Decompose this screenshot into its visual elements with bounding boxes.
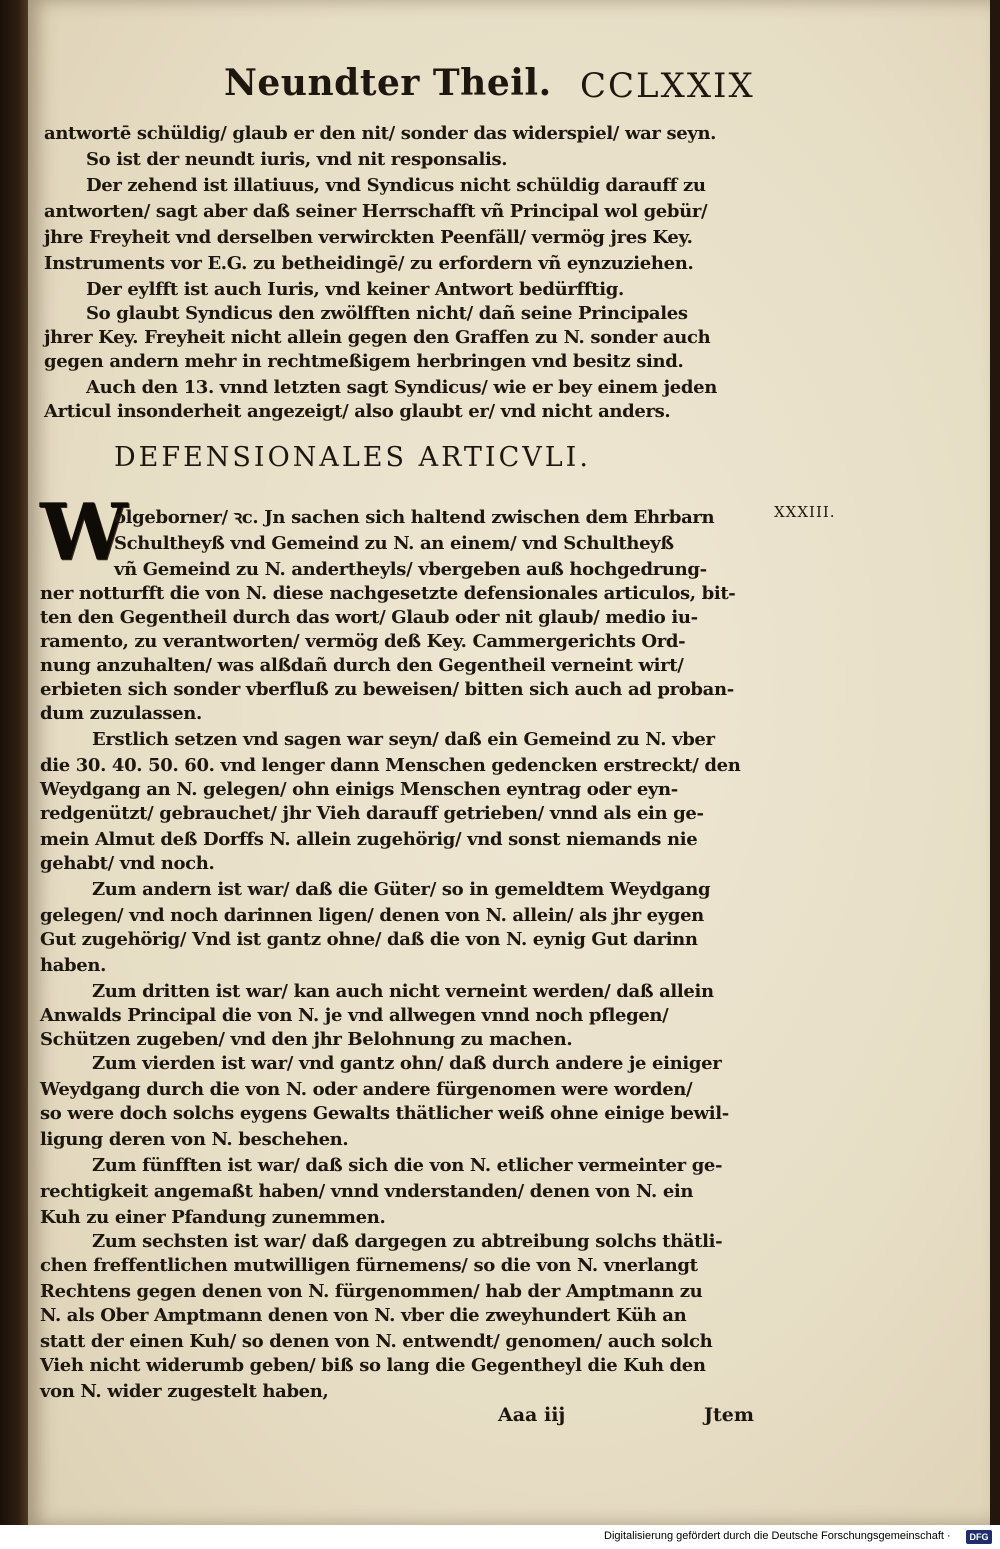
text-line: Schultheyß vnd Gemeind zu N. an einem/ vnd Schultheyß bbox=[114, 533, 674, 554]
text-line: ligung deren von N. beschehen. bbox=[40, 1129, 349, 1150]
signature-mark: Aaa iij bbox=[498, 1404, 566, 1426]
text-line: gelegen/ vnd noch darinnen ligen/ denen von N. allein/ als jhr eygen bbox=[40, 905, 704, 926]
text-line: olgeborner/ ꝛc. Jn sachen sich haltend zwischen dem Ehrbarn bbox=[114, 507, 715, 528]
text-line: Der eylfft ist auch Iuris, vnd keiner Antwort bedürfftig. bbox=[86, 279, 624, 300]
margin-note: XXXIII. bbox=[774, 503, 836, 521]
text-line: Weydgang durch die von N. oder andere fürgenomen were worden/ bbox=[40, 1079, 693, 1100]
drop-initial: W bbox=[40, 487, 128, 578]
running-head-title: Neundter Theil. bbox=[224, 62, 552, 104]
folio-number: CCLXXIX bbox=[580, 66, 755, 106]
text-line: ramento, zu verantworten/ vermög deß Key. Cammergerichts Ord- bbox=[40, 631, 686, 652]
right-page-edge bbox=[990, 0, 1000, 1525]
text-line: statt der einen Kuh/ so denen von N. entwendt/ genomen/ auch solch bbox=[40, 1331, 713, 1352]
text-line: chen freffentlichen mutwilligen fürnemens/ so die von N. vnerlangt bbox=[40, 1255, 698, 1276]
text-line: gehabt/ vnd noch. bbox=[40, 853, 215, 874]
text-line: Schützen zugeben/ vnd den jhr Belohnung zu machen. bbox=[40, 1029, 573, 1050]
text-line: Zum sechsten ist war/ daß dargegen zu abtreibung solchs thätli- bbox=[92, 1231, 723, 1252]
text-line: haben. bbox=[40, 955, 107, 976]
text-line: mein Almut deß Dorffs N. allein zugehörig/ vnd sonst niemands nie bbox=[40, 829, 698, 850]
text-line: Weydgang an N. gelegen/ ohn einigs Menschen eyntrag oder eyn- bbox=[40, 779, 678, 800]
text-line: Auch den 13. vnnd letzten sagt Syndicus/ wie er bey einem jeden bbox=[86, 377, 717, 398]
text-line: jhre Freyheit vnd derselben verwirckten Peenfäll/ vermög jres Key. bbox=[44, 227, 693, 248]
text-line: erbieten sich sonder vberfluß zu beweisen/ bitten sich auch ad proban- bbox=[40, 679, 734, 700]
text-line: Der zehend ist illatiuus, vnd Syndicus nicht schüldig darauff zu bbox=[86, 175, 706, 196]
text-line: N. als Ober Amptmann denen von N. vber die zweyhundert Küh an bbox=[40, 1305, 687, 1326]
text-line: Zum andern ist war/ daß die Güter/ so in gemeldtem Weydgang bbox=[92, 879, 711, 900]
dfg-logo: DFG bbox=[966, 1530, 992, 1544]
text-line: Articul insonderheit angezeigt/ also glaubt er/ vnd nicht anders. bbox=[44, 401, 671, 422]
text-line: Zum fünfften ist war/ daß sich die von N. etlicher vermeinter ge- bbox=[92, 1155, 723, 1176]
text-line: Zum vierden ist war/ vnd gantz ohn/ daß durch andere je einiger bbox=[92, 1053, 722, 1074]
text-line: dum zuzulassen. bbox=[40, 703, 202, 724]
text-line: vñ Gemeind zu N. andertheyls/ vbergeben auß hochgedrung- bbox=[114, 559, 707, 580]
text-line: antworten/ sagt aber daß seiner Herrschafft vñ Principal wol gebür/ bbox=[44, 201, 708, 222]
text-line: die 30. 40. 50. 60. vnd lenger dann Menschen gedencken erstreckt/ den bbox=[40, 755, 741, 776]
text-line: rechtigkeit angemaßt haben/ vnnd vnderstanden/ denen von N. ein bbox=[40, 1181, 694, 1202]
text-line: Kuh zu einer Pfandung zunemmen. bbox=[40, 1207, 386, 1228]
digitization-credit: Digitalisierung gefördert durch die Deutsche Forschungsgemeinschaft · bbox=[604, 1530, 951, 1542]
text-line: so were doch solchs eygens Gewalts thätlicher weiß ohne einige bewil- bbox=[40, 1103, 729, 1124]
text-line: Anwalds Principal die von N. je vnd allwegen vnnd noch pflegen/ bbox=[40, 1005, 669, 1026]
text-line: antwortē schüldig/ glaub er den nit/ sonder das widerspiel/ war seyn. bbox=[44, 123, 717, 144]
text-line: Erstlich setzen vnd sagen war seyn/ daß ein Gemeind zu N. vber bbox=[92, 729, 715, 750]
section-heading: DEFENSIONALES ARTICVLI. bbox=[114, 442, 591, 473]
text-line: nung anzuhalten/ was alßdañ durch den Gegentheil verneint wirt/ bbox=[40, 655, 684, 676]
text-line: Instruments vor E.G. zu betheidingē/ zu erfordern vñ eynzuziehen. bbox=[44, 253, 694, 274]
text-line: Gut zugehörig/ Vnd ist gantz ohne/ daß die von N. eynig Gut darinn bbox=[40, 929, 698, 950]
text-line: Zum dritten ist war/ kan auch nicht verneint werden/ daß allein bbox=[92, 981, 714, 1002]
text-line: Rechtens gegen denen von N. fürgenommen/ hab der Amptmann zu bbox=[40, 1281, 703, 1302]
catchword: Jtem bbox=[704, 1404, 754, 1426]
text-line: von N. wider zugestelt haben, bbox=[40, 1381, 329, 1402]
text-line: gegen andern mehr in rechtmeßigem herbringen vnd besitz sind. bbox=[44, 351, 684, 372]
text-line: ten den Gegentheil durch das wort/ Glaub oder nit glaub/ medio iu- bbox=[40, 607, 698, 628]
text-line: So glaubt Syndicus den zwölfften nicht/ dañ seine Principales bbox=[86, 303, 688, 324]
text-line: jhrer Key. Freyheit nicht allein gegen den Graffen zu N. sonder auch bbox=[44, 327, 711, 348]
text-line: Vieh nicht widerumb geben/ biß so lang die Gegentheyl die Kuh den bbox=[40, 1355, 706, 1376]
text-line: redgenützt/ gebrauchet/ jhr Vieh darauff getrieben/ vnnd als ein ge- bbox=[40, 803, 704, 824]
text-line: ner notturfft die von N. diese nachgesetzte defensionales articulos, bit- bbox=[40, 583, 736, 604]
text-line: So ist der neundt iuris, vnd nit responsalis. bbox=[86, 149, 508, 170]
